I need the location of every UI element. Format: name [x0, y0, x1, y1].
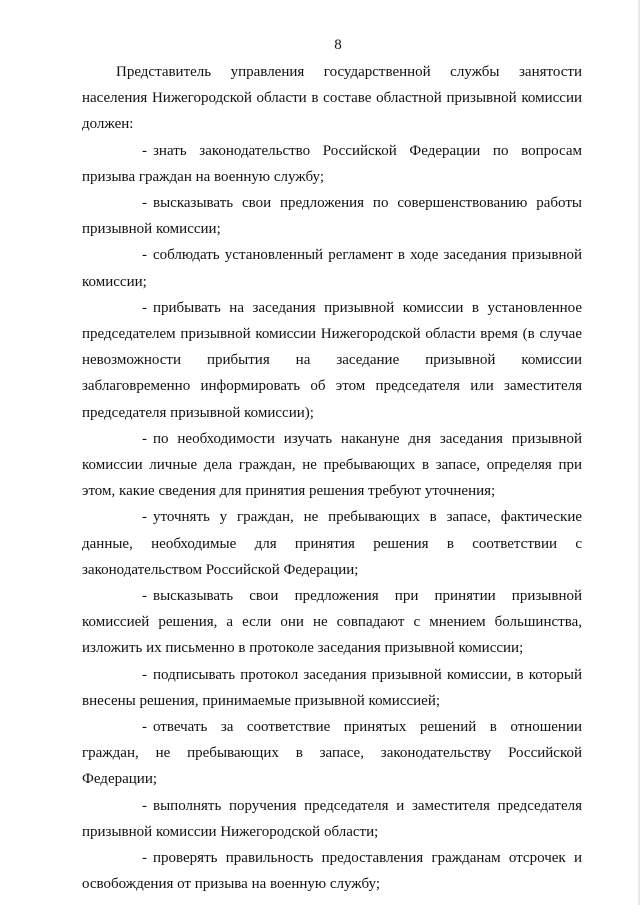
list-item: [82, 845, 582, 897]
list-bullet: -: [142, 850, 147, 867]
list-item: [82, 426, 582, 505]
list-item-text: проверять правильность предоставления гражданам отсрочек и освобождения от призыва на военную службу;: [82, 850, 582, 893]
list-bullet: -: [142, 247, 147, 264]
list-bullet: -: [142, 509, 147, 526]
list-bullet: -: [142, 142, 147, 159]
list-item-text: отвечать за соответствие принятых решений в отношении граждан, не пребывающих в запасе, законодательству Российской Федерации;: [82, 719, 582, 788]
list-item: [82, 793, 582, 845]
list-item-text: уточнять у граждан, не пребывающих в запасе, фактические данные, необходимые для принятия решения в соответствии с законодательством Российской Федерации;: [82, 509, 582, 578]
list-bullet: -: [142, 797, 147, 814]
list-item-text: подписывать протокол заседания призывной комиссии, в который внесены решения, принимаемые призывной комиссией;: [82, 666, 582, 709]
list-item-text: знать законодательство Российской Федерации по вопросам призыва граждан на военную службу;: [82, 142, 582, 185]
list-bullet: -: [142, 666, 147, 683]
list-item-text: выполнять поручения председателя и заместителя председателя призывной комиссии Нижегородской области;: [82, 797, 582, 840]
list-item: [82, 295, 582, 426]
list-item: [82, 138, 582, 190]
list-bullet: -: [142, 299, 147, 316]
list-item-text: соблюдать установленный регламент в ходе заседания призывной комиссии;: [82, 247, 582, 290]
list-item-text: прибывать на заседания призывной комиссии в установленное председателем призывной комиссии Нижегородской области время (в случае невозможности прибытия на заседание призывной комиссии заблаговременно информировать об этом председателя или заместителя председателя призывной комиссии);: [82, 299, 582, 421]
intro-paragraph: Представитель управления государственной службы занятости населения Нижегородской области в составе областной призывной комиссии должен:: [82, 64, 582, 133]
list-item-text: высказывать свои предложения при принятии призывной комиссией решения, а если они не совпадают с мнением большинства, изложить их письменно в протоколе заседания призывной комиссии;: [82, 588, 582, 657]
page-number: 8: [334, 37, 342, 53]
list-bullet: -: [142, 195, 147, 212]
document-body: [82, 59, 582, 898]
list-item: [82, 504, 582, 583]
list-item: [82, 242, 582, 294]
list-item: [82, 662, 582, 714]
list-bullet: -: [142, 588, 147, 605]
list-item: [82, 190, 582, 242]
list-item: [82, 583, 582, 662]
list-bullet: -: [142, 430, 147, 447]
list-item-text: по необходимости изучать накануне дня заседания призывной комиссии личные дела граждан, не пребывающих в запасе, определяя при этом, какие сведения для принятия решения требуют уточнения;: [82, 430, 582, 500]
list-item: [82, 714, 582, 793]
list-bullet: -: [142, 719, 147, 736]
list-item-text: высказывать свои предложения по совершенствованию работы призывной комиссии;: [82, 195, 582, 238]
